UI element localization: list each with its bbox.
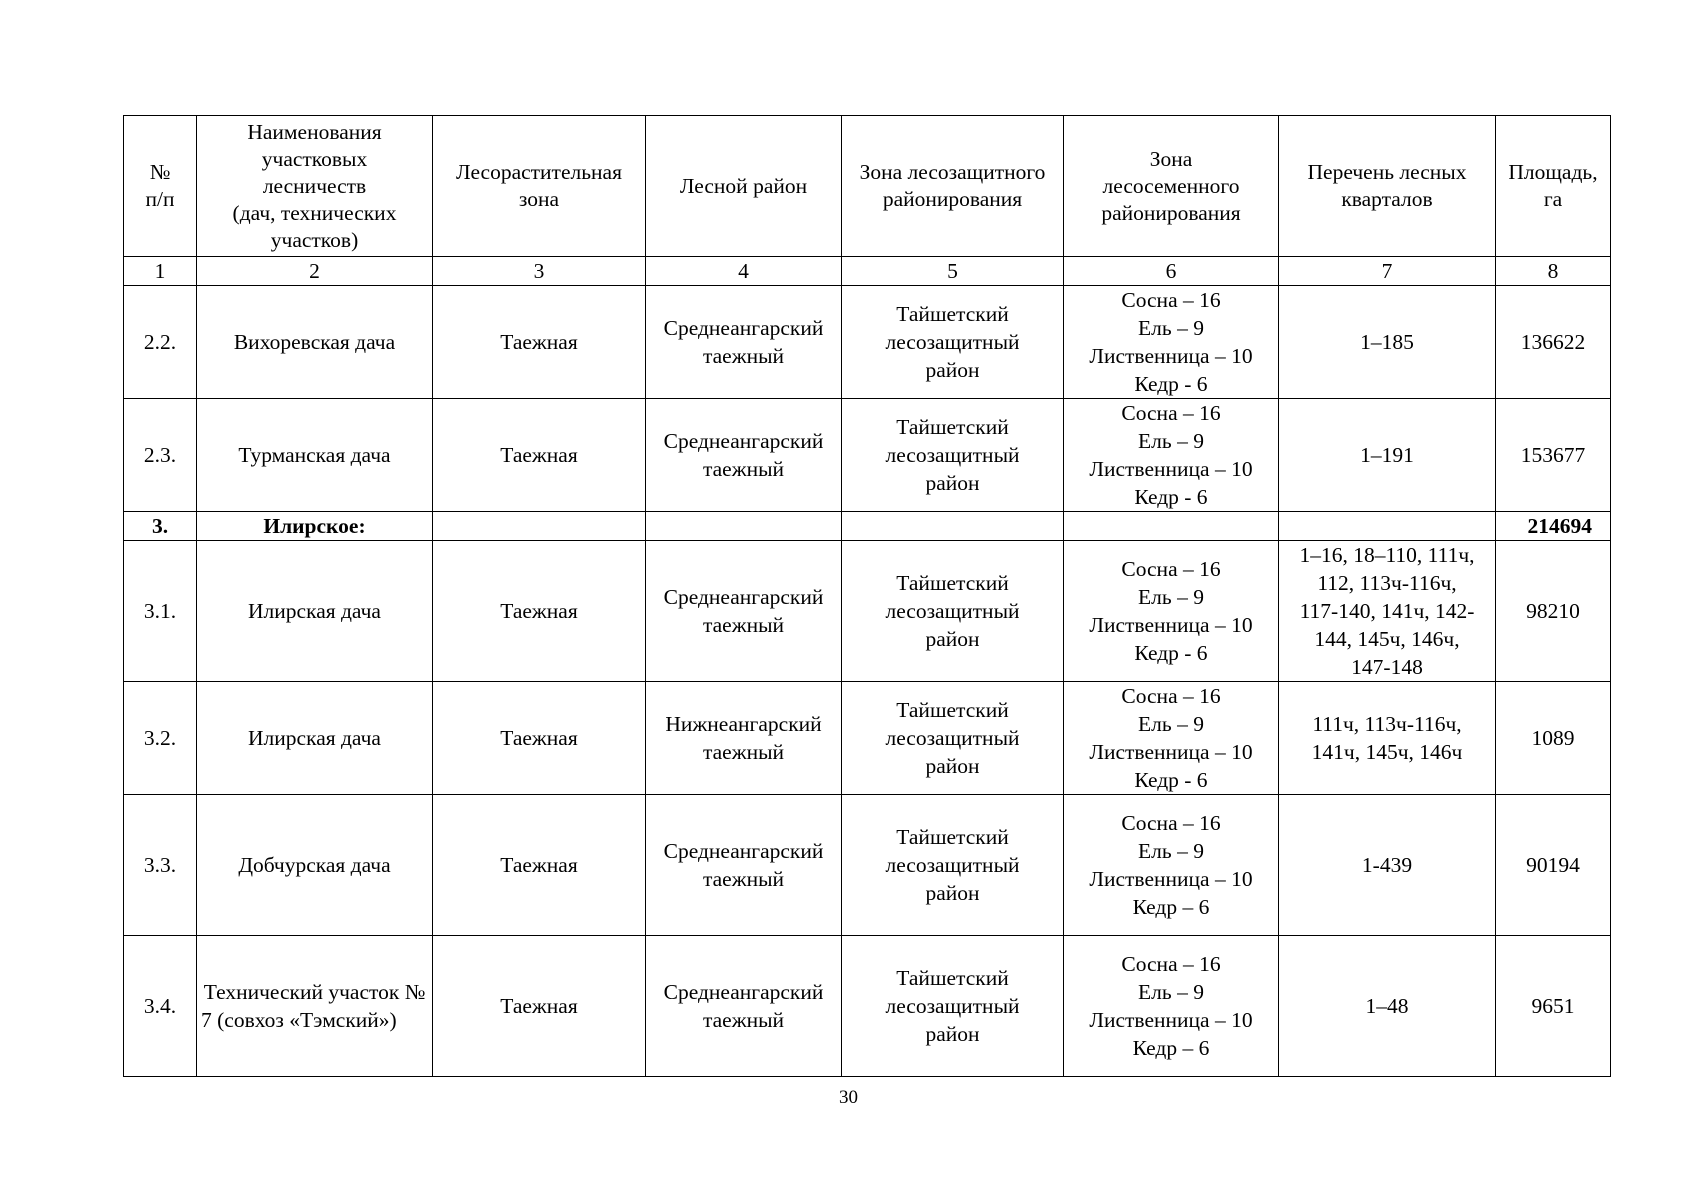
row-num: 3.2. bbox=[124, 682, 197, 795]
header-quarters: Перечень лесных кварталов bbox=[1279, 116, 1496, 257]
column-number-row bbox=[124, 257, 1611, 286]
row-zone: Таежная bbox=[433, 936, 646, 1077]
header-seed-zone: Зона лесосеменного районирования bbox=[1064, 116, 1279, 257]
row-zone: Таежная bbox=[433, 541, 646, 682]
row-area: 1089 bbox=[1496, 682, 1611, 795]
row-district: Нижнеангарский таежный bbox=[646, 682, 842, 795]
section-name: Илирское: bbox=[197, 512, 433, 541]
row-protect-zone: Тайшетский лесозащитный район bbox=[842, 936, 1064, 1077]
row-district: Среднеангарский таежный bbox=[646, 286, 842, 399]
table-row bbox=[124, 541, 1611, 682]
row-num: 2.2. bbox=[124, 286, 197, 399]
row-num: 3.3. bbox=[124, 795, 197, 936]
row-name: Технический участок № 7 (совхоз «Тэмский») bbox=[197, 936, 433, 1077]
row-name: Илирская дача bbox=[197, 541, 433, 682]
row-seed-zone: Сосна – 16 Ель – 9 Лиственница – 10 Кедр – 6 bbox=[1064, 936, 1279, 1077]
row-protect-zone: Тайшетский лесозащитный район bbox=[842, 541, 1064, 682]
forest-table bbox=[123, 115, 1611, 1077]
row-zone: Таежная bbox=[433, 795, 646, 936]
column-number: 5 bbox=[842, 257, 1064, 286]
section-num: 3. bbox=[124, 512, 197, 541]
row-seed-zone: Сосна – 16 Ель – 9 Лиственница – 10 Кедр - 6 bbox=[1064, 682, 1279, 795]
row-area: 90194 bbox=[1496, 795, 1611, 936]
row-seed-zone: Сосна – 16 Ель – 9 Лиственница – 10 Кедр - 6 bbox=[1064, 541, 1279, 682]
section-row bbox=[124, 512, 1611, 541]
row-quarters: 1–48 bbox=[1279, 936, 1496, 1077]
header-protect-zone: Зона лесозащитного районирования bbox=[842, 116, 1064, 257]
row-quarters: 1–191 bbox=[1279, 399, 1496, 512]
row-protect-zone: Тайшетский лесозащитный район bbox=[842, 286, 1064, 399]
column-number: 8 bbox=[1496, 257, 1611, 286]
row-name: Вихоревская дача bbox=[197, 286, 433, 399]
row-protect-zone: Тайшетский лесозащитный район bbox=[842, 399, 1064, 512]
row-quarters: 1–16, 18–110, 111ч, 112, 113ч-116ч, 117-140, 141ч, 142- 144, 145ч, 146ч, 147-148 bbox=[1279, 541, 1496, 682]
row-quarters: 1–185 bbox=[1279, 286, 1496, 399]
header-zone: Лесорастительная зона bbox=[433, 116, 646, 257]
row-seed-zone: Сосна – 16 Ель – 9 Лиственница – 10 Кедр – 6 bbox=[1064, 795, 1279, 936]
table-row bbox=[124, 936, 1611, 1077]
row-name: Турманская дача bbox=[197, 399, 433, 512]
row-district: Среднеангарский таежный bbox=[646, 399, 842, 512]
row-seed-zone: Сосна – 16 Ель – 9 Лиственница – 10 Кедр - 6 bbox=[1064, 399, 1279, 512]
column-number: 1 bbox=[124, 257, 197, 286]
column-number: 7 bbox=[1279, 257, 1496, 286]
row-area: 136622 bbox=[1496, 286, 1611, 399]
row-area: 9651 bbox=[1496, 936, 1611, 1077]
row-protect-zone: Тайшетский лесозащитный район bbox=[842, 795, 1064, 936]
row-seed-zone: Сосна – 16 Ель – 9 Лиственница – 10 Кедр - 6 bbox=[1064, 286, 1279, 399]
row-quarters: 111ч, 113ч-116ч, 141ч, 145ч, 146ч bbox=[1279, 682, 1496, 795]
header-district: Лесной район bbox=[646, 116, 842, 257]
page-number: 30 bbox=[839, 1087, 858, 1108]
header-name: Наименования участковых лесничеств (дач, технических участков) bbox=[197, 116, 433, 257]
row-protect-zone: Тайшетский лесозащитный район bbox=[842, 682, 1064, 795]
row-zone: Таежная bbox=[433, 399, 646, 512]
table-row bbox=[124, 682, 1611, 795]
row-num: 3.4. bbox=[124, 936, 197, 1077]
header-num: № п/п bbox=[124, 116, 197, 257]
table-row bbox=[124, 399, 1611, 512]
column-number: 6 bbox=[1064, 257, 1279, 286]
column-number: 3 bbox=[433, 257, 646, 286]
row-num: 3.1. bbox=[124, 541, 197, 682]
header-area: Площадь, га bbox=[1496, 116, 1611, 257]
row-district: Среднеангарский таежный bbox=[646, 936, 842, 1077]
row-quarters: 1-439 bbox=[1279, 795, 1496, 936]
row-area: 98210 bbox=[1496, 541, 1611, 682]
row-zone: Таежная bbox=[433, 682, 646, 795]
row-district: Среднеангарский таежный bbox=[646, 541, 842, 682]
table-row bbox=[124, 286, 1611, 399]
column-number: 4 bbox=[646, 257, 842, 286]
header-row bbox=[124, 116, 1611, 257]
row-area: 153677 bbox=[1496, 399, 1611, 512]
row-name: Добчурская дача bbox=[197, 795, 433, 936]
row-district: Среднеангарский таежный bbox=[646, 795, 842, 936]
table-row bbox=[124, 795, 1611, 936]
row-zone: Таежная bbox=[433, 286, 646, 399]
section-area: 214694 bbox=[1496, 512, 1611, 541]
column-number: 2 bbox=[197, 257, 433, 286]
row-name: Илирская дача bbox=[197, 682, 433, 795]
row-num: 2.3. bbox=[124, 399, 197, 512]
